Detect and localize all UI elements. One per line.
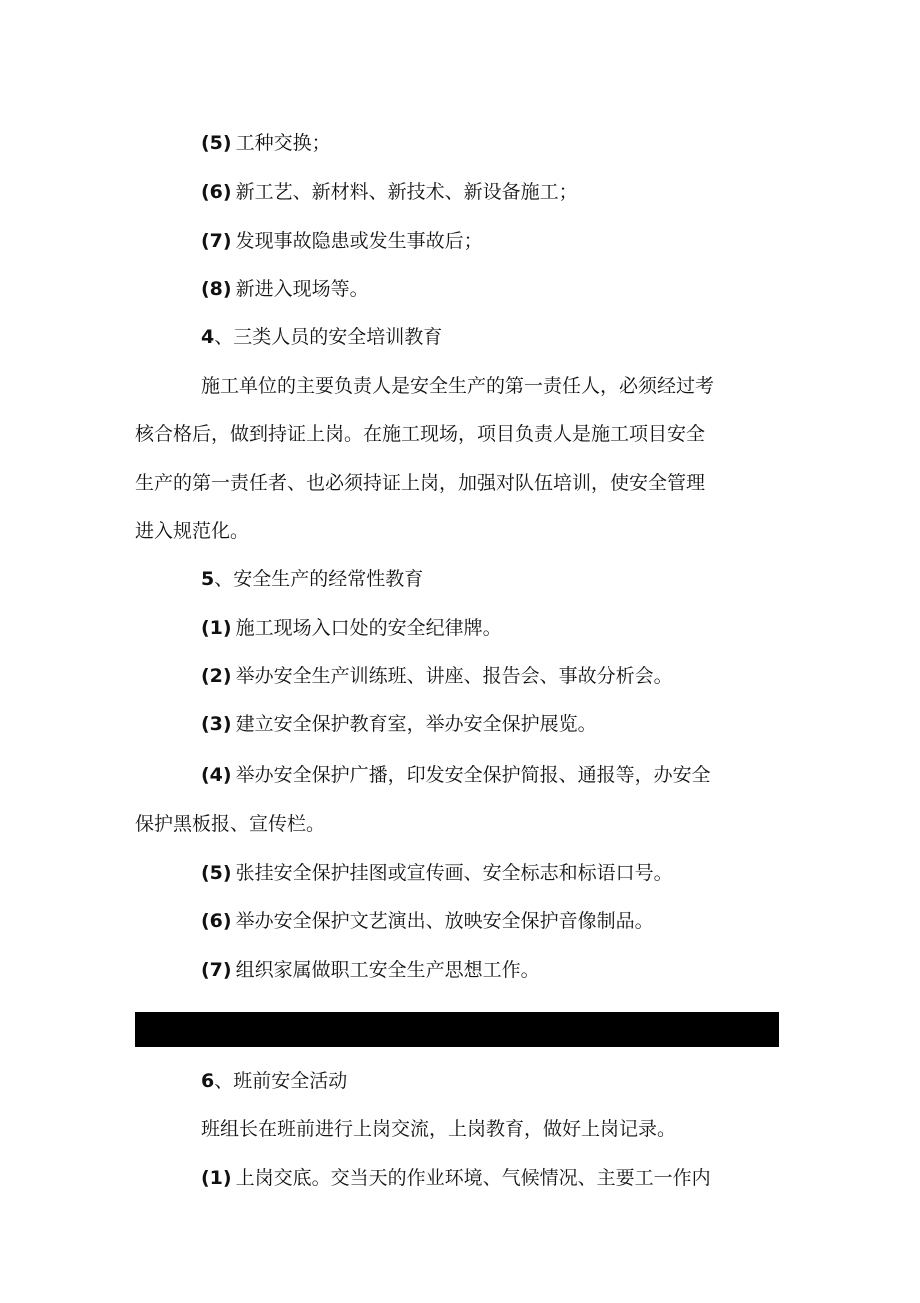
list-item bbox=[201, 908, 851, 934]
item-text: 施工现场入口处的安全纪律牌。 bbox=[235, 617, 502, 639]
paragraph-line: 施工单位的主要负责人是安全生产的第一责任人，必须经过考 bbox=[201, 375, 715, 397]
item-text: 工种交换； bbox=[235, 132, 331, 154]
list-item bbox=[201, 228, 851, 254]
section-heading bbox=[201, 566, 851, 592]
list-item bbox=[201, 1165, 851, 1191]
item-number: (5) bbox=[201, 132, 232, 154]
item-text: 举办安全保护广播，印发安全保护简报、通报等，办安全 bbox=[235, 764, 711, 786]
list-item bbox=[201, 615, 851, 641]
item-text: 新进入现场等。 bbox=[235, 278, 369, 300]
item-text: 组织家属做职工安全生产思想工作。 bbox=[235, 959, 540, 981]
paragraph-line: 核合格后，做到持证上岗。在施工现场，项目负责人是施工项目安全 bbox=[135, 423, 706, 445]
list-item bbox=[201, 711, 851, 737]
item-text: 举办安全保护文艺演出、放映安全保护音像制品。 bbox=[235, 910, 654, 932]
list-item bbox=[201, 860, 851, 886]
item-number: (3) bbox=[201, 713, 232, 735]
item-text: 建立安全保护教育室，举办安全保护展览。 bbox=[235, 713, 597, 735]
list-item bbox=[201, 276, 851, 302]
item-number: (6) bbox=[201, 181, 232, 203]
section-title: 、班前安全活动 bbox=[214, 1070, 348, 1092]
item-text: 新工艺、新材料、新技术、新设备施工； bbox=[235, 181, 578, 203]
item-number: (1) bbox=[201, 1167, 232, 1189]
section-title: 、三类人员的安全培训教育 bbox=[214, 326, 443, 348]
list-item-continuation: 保护黑板报、宣传栏。 bbox=[135, 813, 326, 835]
item-number: (8) bbox=[201, 278, 232, 300]
section-title: 、安全生产的经常性教育 bbox=[214, 568, 424, 590]
item-text: 张挂安全保护挂图或宣传画、安全标志和标语口号。 bbox=[235, 862, 673, 884]
list-item bbox=[201, 762, 851, 788]
item-number: (2) bbox=[201, 665, 232, 687]
item-number: (7) bbox=[201, 230, 232, 252]
section-number: 4 bbox=[201, 326, 215, 348]
list-item bbox=[201, 957, 851, 983]
item-text: 上岗交底。交当天的作业环境、气候情况、主要工一作内 bbox=[235, 1167, 711, 1189]
section-heading bbox=[201, 324, 851, 350]
item-text: 发现事故隐患或发生事故后； bbox=[235, 230, 483, 252]
item-number: (1) bbox=[201, 617, 232, 639]
item-number: (6) bbox=[201, 910, 232, 932]
paragraph-line: 班组长在班前进行上岗交流，上岗教育，做好上岗记录。 bbox=[201, 1118, 677, 1140]
list-item bbox=[201, 663, 851, 689]
paragraph-line: 进入规范化。 bbox=[135, 520, 250, 542]
list-item bbox=[201, 179, 851, 205]
redaction-bar bbox=[135, 1012, 779, 1047]
section-heading bbox=[201, 1068, 851, 1094]
item-number: (7) bbox=[201, 959, 232, 981]
item-text: 举办安全生产训练班、讲座、报告会、事故分析会。 bbox=[235, 665, 673, 687]
item-number: (4) bbox=[201, 764, 232, 786]
list-item bbox=[201, 130, 851, 156]
paragraph-line: 生产的第一责任者、也必须持证上岗，加强对队伍培训，使安全管理 bbox=[135, 472, 706, 494]
section-number: 6 bbox=[201, 1070, 215, 1092]
section-number: 5 bbox=[201, 568, 215, 590]
item-number: (5) bbox=[201, 862, 232, 884]
